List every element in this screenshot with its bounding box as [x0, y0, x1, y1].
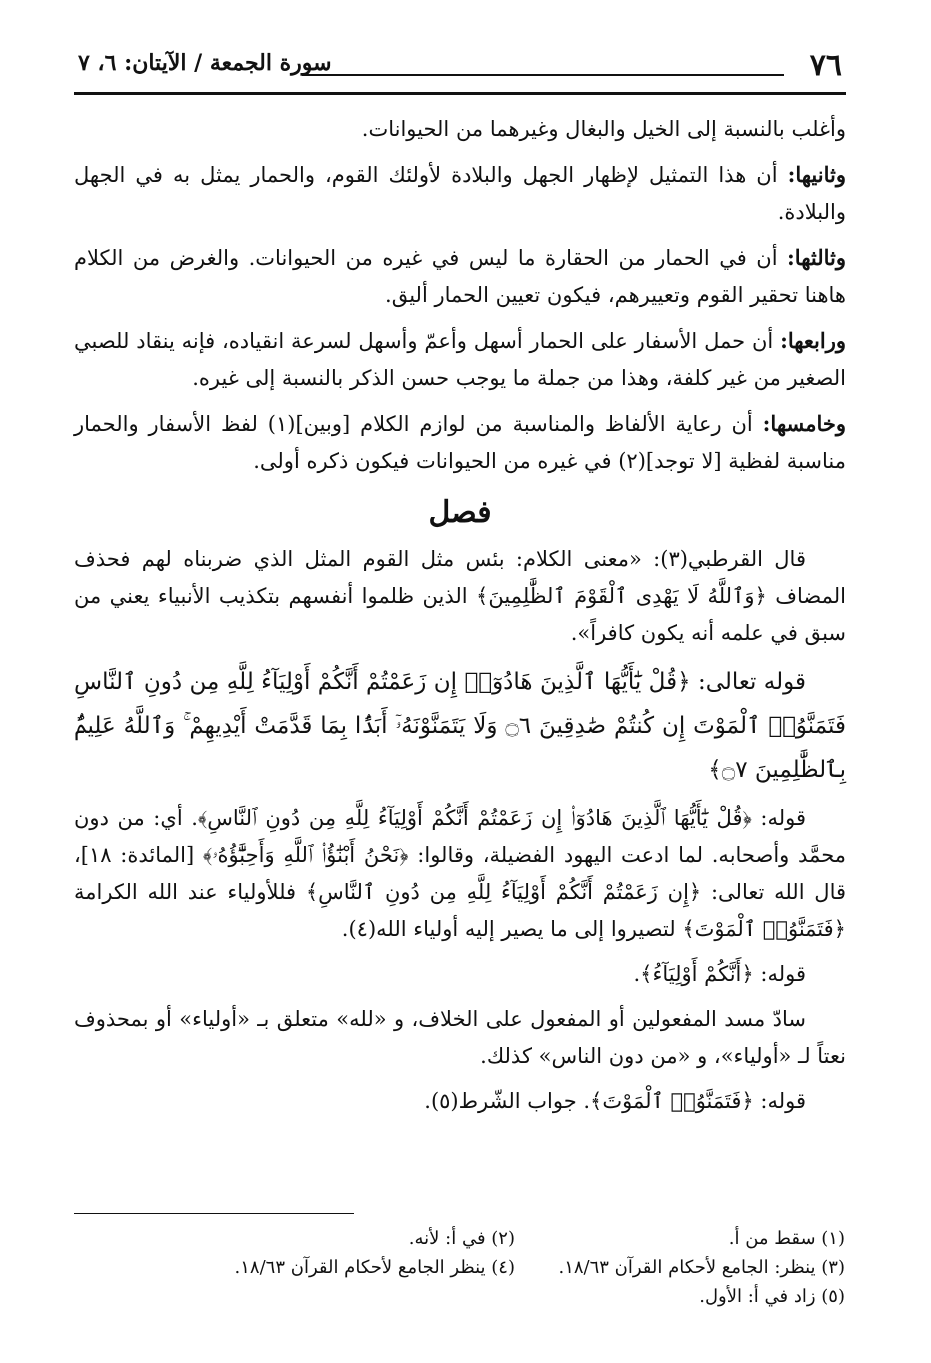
footnotes — [74, 1224, 845, 1311]
paragraph: قوله: ﴿قُلْ يَٰٓأَيُّهَا ٱلَّذِينَ هَادُوٓا۟ إِن زَعَمْتُمْ أَنَّكُمْ أَوْلِيَآءُ لِلَّهِ مِن دُونِ ٱلنَّاسِ﴾. أي: من دون محمَّد وأصحابه. لما ادعت اليهود الفضيلة، وقالوا: ﴿نَحْنُ أَبْنَٰٓؤُا۟ ٱللَّهِ وَأَحِبَّٰٓؤُهُۥ﴾ [المائدة: ١٨]، قال الله تعالى: ﴿إِن زَعَمْتُمْ أَنَّكُمْ أَوْلِيَآءُ لِلَّهِ مِن دُونِ ٱلنَّاسِ﴾ فللأولياء عند الله الكرامة ﴿فَتَمَنَّوُا۟ ٱلْمَوْتَ﴾ لتصيروا إلى ما يصير إليه أولياء الله(٤). — [74, 806, 846, 941]
paragraph-text: أن هذا التمثيل لإظهار الجهل والبلادة لأولئك القوم، والحمار يمثل به في الجهل والبلادة. — [74, 163, 846, 224]
paragraph — [74, 322, 846, 397]
header-rule — [302, 74, 784, 76]
paragraph: قوله: ﴿فَتَمَنَّوُا۟ ٱلْمَوْتَ﴾. جواب الشّرط(٥). — [424, 1089, 806, 1113]
paragraph: وأغلب بالنسبة إلى الخيل والبغال وغيرهما من الحيوانات. — [361, 117, 846, 141]
footnote: (٥) زاد في أ: الأول. — [699, 1286, 845, 1307]
footnote-row — [74, 1253, 845, 1282]
paragraph-text: أن في الحمار من الحقارة ما ليس في غيره من الحيوانات. والغرض من الكلام هاهنا تحقير القوم وتعييرهم، فيكون تعيين الحمار أليق. — [74, 246, 846, 307]
paragraph-lead: وثانيها: — [787, 162, 846, 187]
paragraph-text: أن حمل الأسفار على الحمار أسهل وأعمّ وأسهل لسرعة انقياده، فإنه ينقاد للصبي الصغير من غير كلفة، وهذا من جملة ما يوجب حسن الذكر بالنسبة إلى غيره. — [74, 329, 846, 390]
footnote: (٣) ينظر: الجامع لأحكام القرآن ١٨/٦٣. — [558, 1257, 845, 1278]
footnote: (٤) ينظر الجامع لأحكام القرآن ١٨/٦٣. — [234, 1257, 515, 1278]
footnote: (٢) في أ: لأنه. — [408, 1228, 515, 1249]
section-heading: فصل — [428, 495, 492, 530]
footnote-rule — [74, 1213, 354, 1214]
paragraph: سادّ مسد المفعولين أو المفعول على الخلاف، و «لله» متعلق بـ «أولياء» أو بمحذوف نعتاً لـ «أولياء»، و «من دون الناس» كذلك. — [74, 1007, 846, 1068]
running-title: سورة الجمعة / الآيتان: ٦، ٧ — [78, 50, 332, 76]
footnote-row — [74, 1224, 845, 1253]
verse-paragraph: قوله تعالى: ﴿قُلْ يَٰٓأَيُّهَا ٱلَّذِينَ هَادُوٓا۟ إِن زَعَمْتُمْ أَنَّكُمْ أَوْلِيَآءُ لِلَّهِ مِن دُونِ ٱلنَّاسِ فَتَمَنَّوُا۟ ٱلْمَوْتَ إِن كُنتُمْ صَٰدِقِينَ ۝٦ وَلَا يَتَمَنَّوْنَهُۥٓ أَبَدًۢا بِمَا قَدَّمَتْ أَيْدِيهِمْ ۚ وَٱللَّهُ عَلِيمٌۢ بِٱلظَّٰلِمِينَ ۝٧﴾ — [74, 669, 846, 783]
paragraph — [74, 239, 846, 314]
footnote-row — [74, 1282, 845, 1311]
page-number: ٧٦ — [809, 48, 842, 83]
paragraph — [74, 405, 846, 480]
page-body — [74, 111, 846, 1120]
paragraph-text: أن رعاية الألفاظ والمناسبة من لوازم الكلام [وبين](١) لفظ الأسفار والحمار مناسبة لفظية [لا توجد](٢) في غيره من الحيوانات فيكون ذكره أولى. — [74, 412, 846, 473]
book-page — [74, 40, 846, 1128]
paragraph: قال القرطبي(٣): «معنى الكلام: بئس مثل القوم المثل الذي ضربناه لهم فحذف المضاف ﴿وَٱللَّهُ لَا يَهْدِى ٱلْقَوْمَ ٱلظَّٰلِمِينَ﴾ الذين ظلموا أنفسهم بتكذيب الأنبياء يعني من سبق في علمه أنه يكون كافراً». — [74, 547, 846, 645]
paragraph: قوله: ﴿أَنَّكُمْ أَوْلِيَآءُ﴾. — [633, 962, 806, 986]
paragraph — [74, 156, 846, 231]
paragraph-lead: وخامسها: — [762, 411, 847, 436]
footnote: (١) سقط من أ. — [728, 1228, 845, 1249]
paragraph-lead: ورابعها: — [780, 328, 846, 353]
paragraph-lead: وثالثها: — [787, 245, 846, 270]
page-header — [74, 40, 846, 95]
